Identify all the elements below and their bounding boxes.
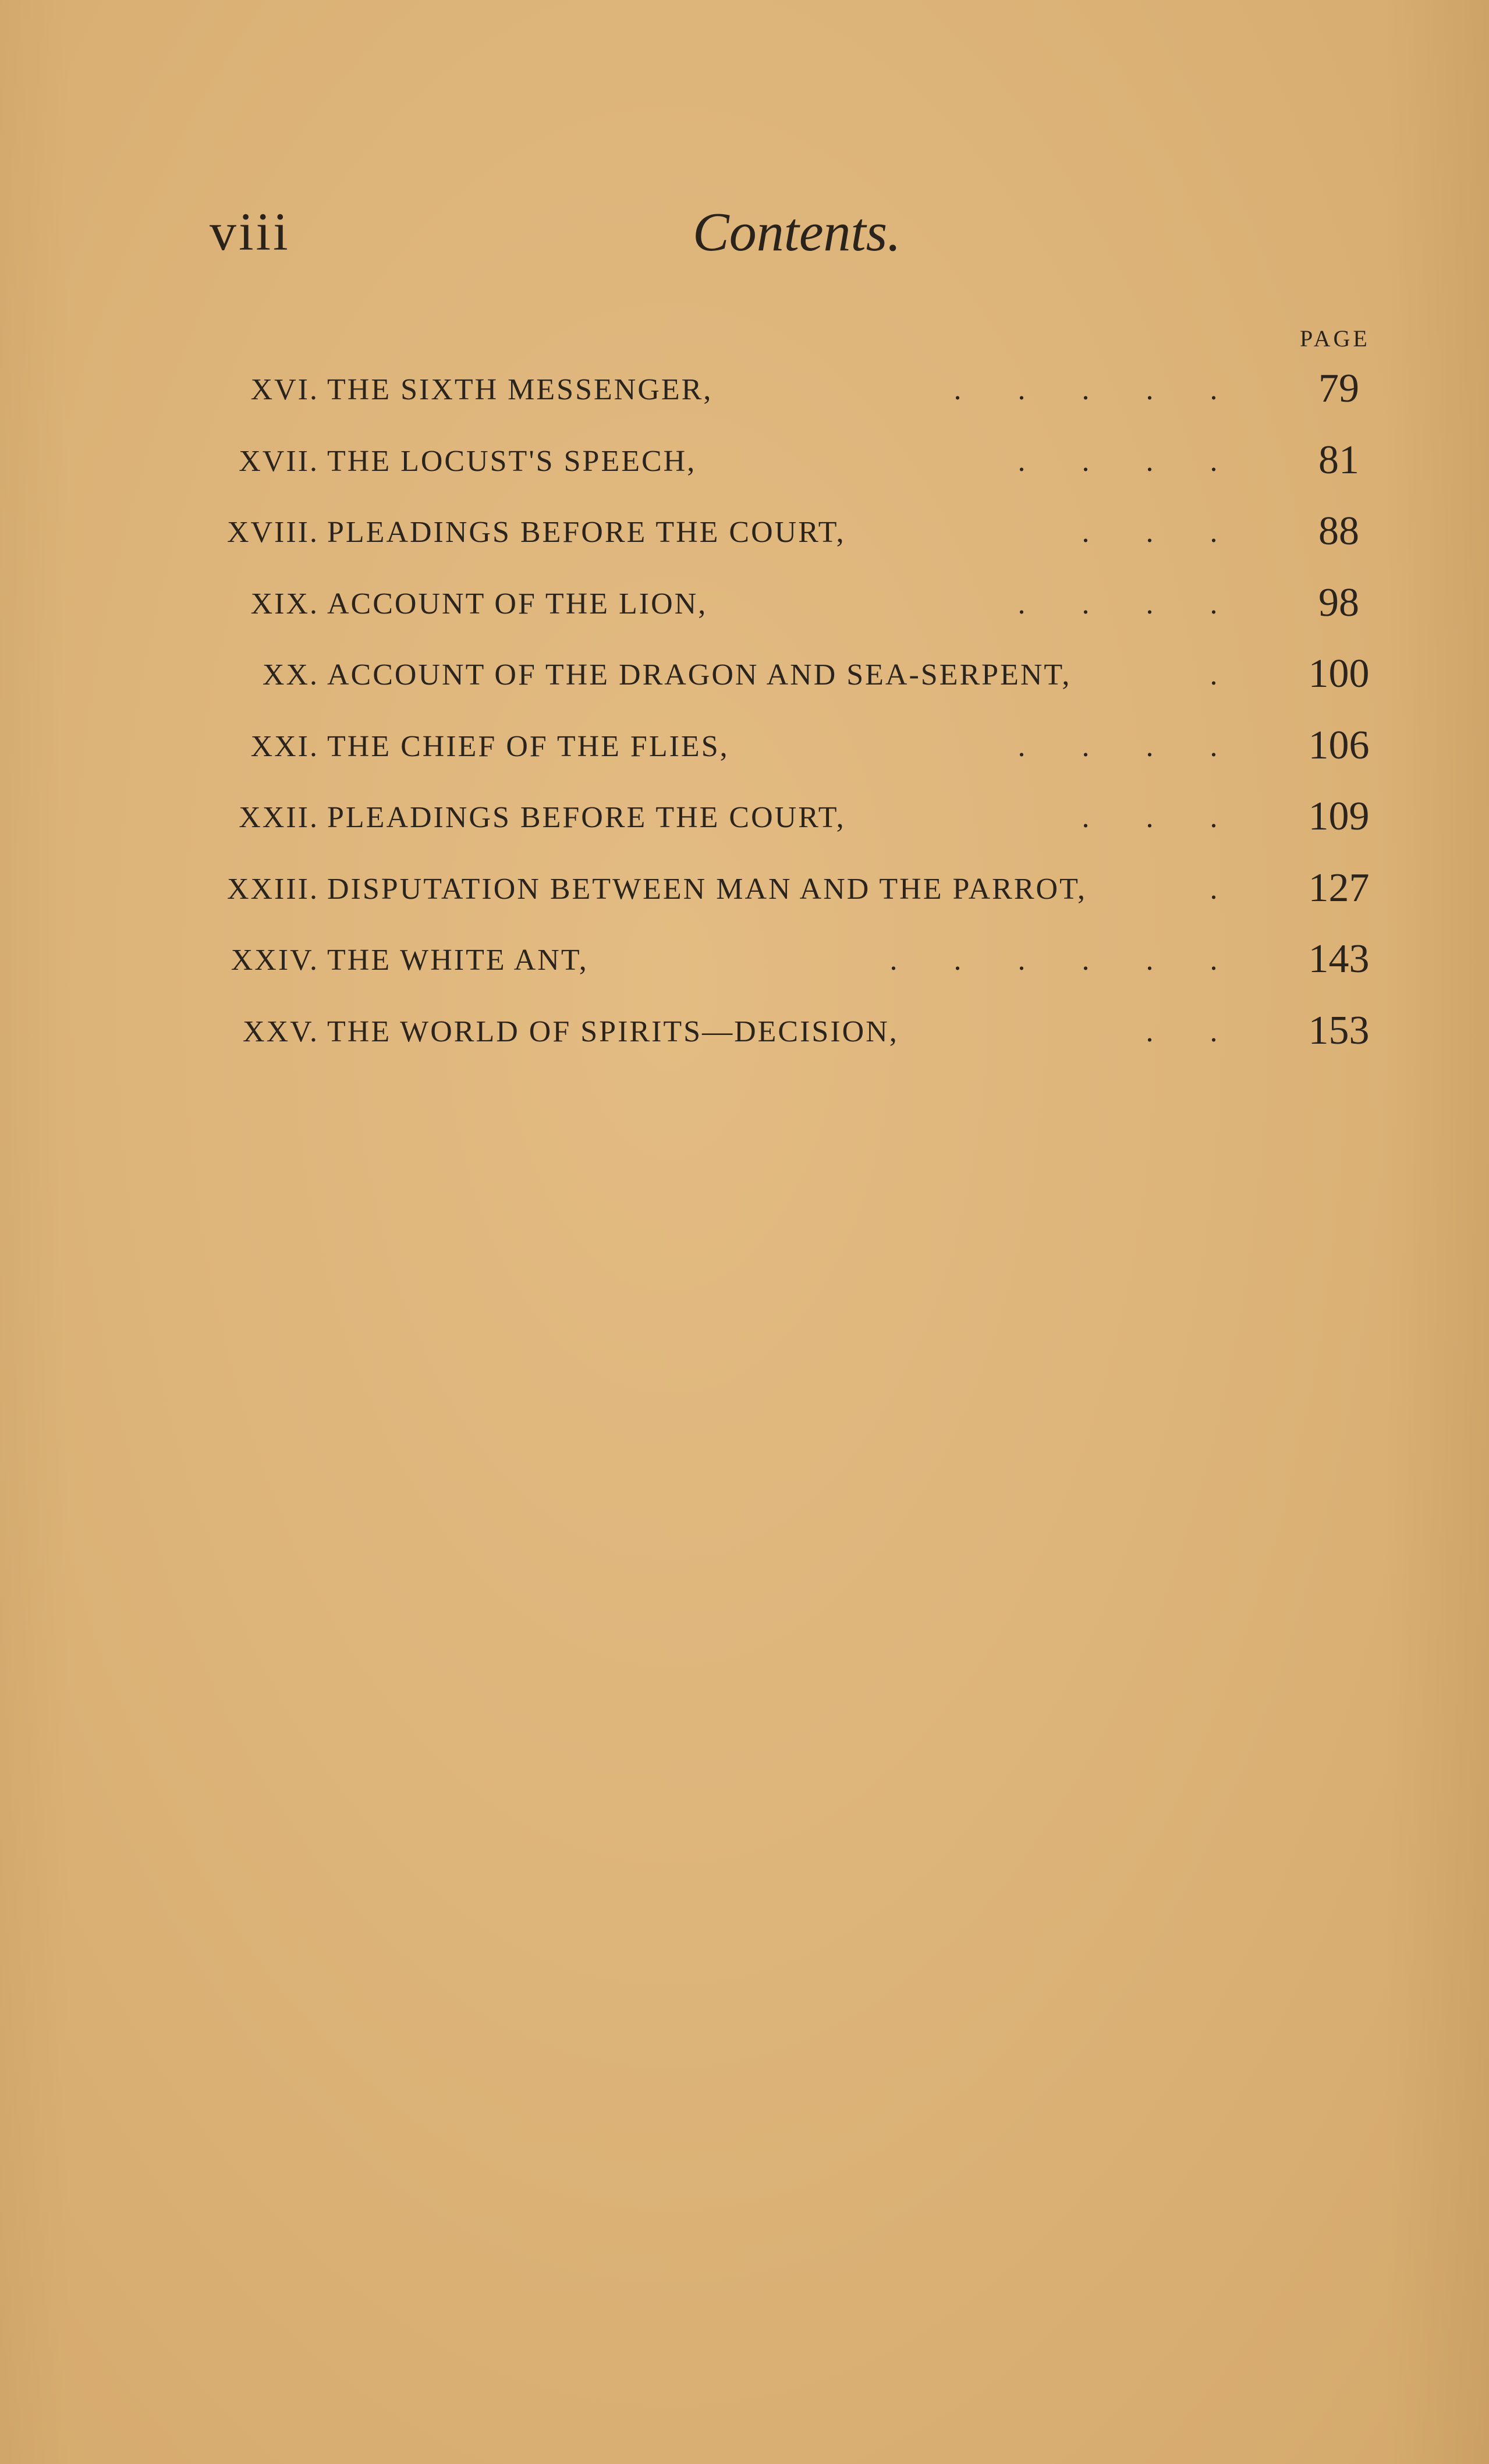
chapter-number: XVIII. — [226, 516, 319, 549]
chapter-page-number: 106 — [1308, 722, 1370, 768]
chapter-page-number: 153 — [1308, 1008, 1370, 1053]
page-folio: viii — [210, 202, 290, 261]
chapter-page-number: 100 — [1308, 651, 1370, 696]
chapter-title: ACCOUNT OF THE LION, — [327, 587, 708, 621]
chapter-title: THE WHITE ANT, — [327, 944, 588, 977]
chapter-number: XVII. — [239, 444, 319, 478]
dot-leader: . . — [1146, 1015, 1218, 1048]
chapter-title: DISPUTATION BETWEEN MAN AND THE PARROT, — [327, 872, 1087, 906]
chapter-page-number: 88 — [1318, 509, 1359, 554]
chapter-number: XIX. — [250, 587, 319, 621]
chapter-title: PLEADINGS BEFORE THE COURT, — [327, 801, 846, 834]
toc-entry — [0, 646, 1489, 718]
toc-entry — [0, 860, 1489, 932]
toc-entry — [0, 931, 1489, 1003]
dot-leader: . . . . . . — [889, 944, 1218, 977]
chapter-number: XXIII. — [226, 872, 319, 906]
toc-entry — [0, 361, 1489, 432]
dot-leader: . . . . — [1018, 729, 1218, 763]
chapter-title: THE SIXTH MESSENGER, — [327, 373, 713, 406]
dot-leader: . . . . — [1018, 444, 1218, 478]
toc-entry — [0, 1003, 1489, 1075]
toc-entry — [0, 432, 1489, 504]
dot-leader: . . . . . — [953, 373, 1218, 406]
toc-entry — [0, 718, 1489, 789]
chapter-page-number: 109 — [1308, 794, 1370, 839]
chapter-number: XXIV. — [231, 944, 319, 977]
chapter-title: THE CHIEF OF THE FLIES, — [327, 729, 729, 763]
chapter-number: XVI. — [250, 373, 319, 406]
running-title: Contents. — [693, 202, 901, 263]
dot-leader: . — [1210, 658, 1218, 692]
page-column-label: PAGE — [1300, 325, 1370, 352]
chapter-page-number: 127 — [1308, 865, 1370, 910]
chapter-number: XX. — [262, 658, 319, 692]
chapter-number: XXI. — [250, 729, 319, 763]
chapter-page-number: 81 — [1318, 437, 1359, 483]
chapter-number: XXII. — [239, 801, 319, 834]
chapter-title: THE LOCUST'S SPEECH, — [327, 444, 697, 478]
chapter-page-number: 79 — [1318, 366, 1359, 411]
chapter-title: PLEADINGS BEFORE THE COURT, — [327, 516, 846, 549]
chapter-number: XXV. — [243, 1015, 319, 1048]
chapter-page-number: 98 — [1318, 580, 1359, 625]
dot-leader: . . . — [1082, 801, 1218, 834]
dot-leader: . . . . — [1018, 587, 1218, 621]
dot-leader: . — [1210, 872, 1218, 906]
chapter-title: ACCOUNT OF THE DRAGON AND SEA-SERPENT, — [327, 658, 1072, 692]
table-of-contents — [0, 361, 1489, 1074]
toc-entry — [0, 504, 1489, 575]
chapter-title: THE WORLD OF SPIRITS—DECISION, — [327, 1015, 899, 1048]
dot-leader: . . . — [1082, 516, 1218, 549]
toc-entry — [0, 789, 1489, 860]
toc-entry — [0, 575, 1489, 647]
chapter-page-number: 143 — [1308, 937, 1370, 981]
